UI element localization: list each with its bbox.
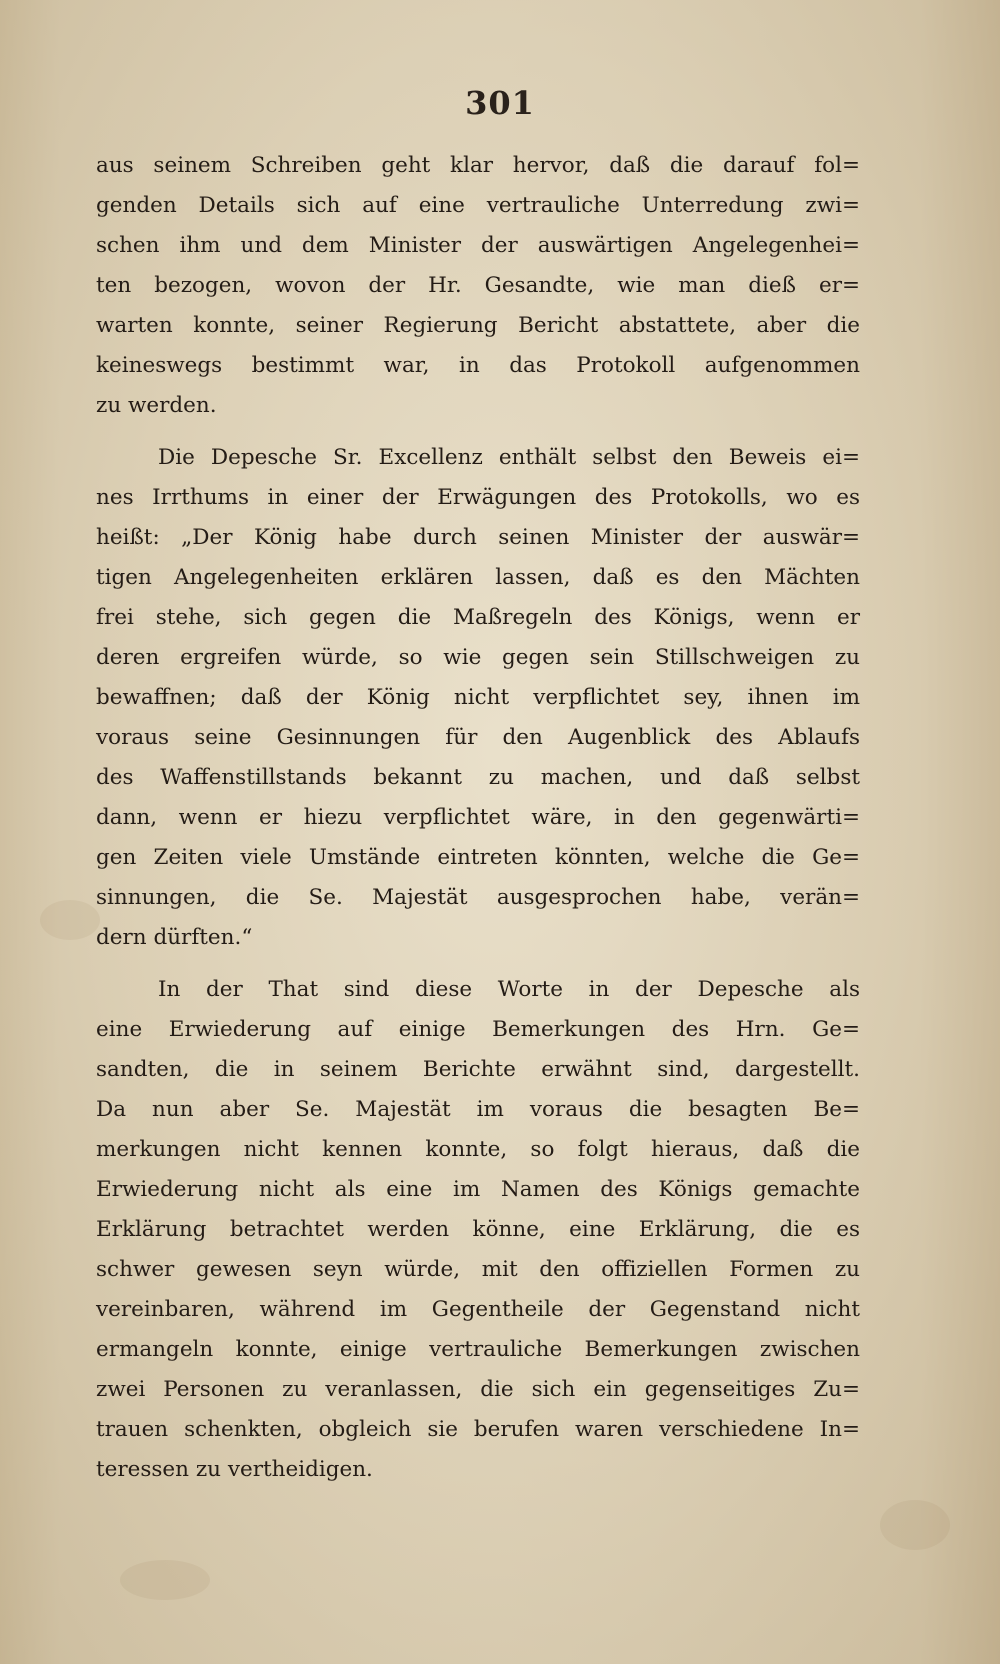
text-line: dern dürften.“ bbox=[96, 925, 253, 950]
text-line: heißt: „Der König habe durch seinen Minister der auswär= bbox=[96, 525, 860, 550]
text-line: frei stehe, sich gegen die Maßregeln des Königs, wenn er bbox=[96, 605, 860, 630]
text-line: Die Depesche Sr. Excellenz enthält selbst den Beweis ei= bbox=[158, 445, 860, 470]
text-line: Erwiederung nicht als eine im Namen des Königs gemachte bbox=[96, 1177, 860, 1202]
text-line: zwei Personen zu veranlassen, die sich ein gegenseitiges Zu= bbox=[96, 1377, 860, 1402]
text-line: dann, wenn er hiezu verpflichtet wäre, in den gegenwärti= bbox=[96, 805, 860, 830]
paper-stain bbox=[40, 900, 100, 940]
text-line: Erklärung betrachtet werden könne, eine Erklärung, die es bbox=[96, 1217, 860, 1242]
text-line: deren ergreifen würde, so wie gegen sein Stillschweigen zu bbox=[96, 645, 860, 670]
text-line: teressen zu vertheidigen. bbox=[96, 1457, 373, 1482]
text-line: sandten, die in seinem Berichte erwähnt sind, dargestellt. bbox=[96, 1057, 860, 1082]
page-number: 301 bbox=[465, 84, 535, 122]
paper-stain bbox=[120, 1560, 210, 1600]
paragraph bbox=[96, 970, 860, 1490]
text-line: ermangeln konnte, einige vertrauliche Bemerkungen zwischen bbox=[96, 1337, 860, 1362]
text-line: des Waffenstillstands bekannt zu machen, und daß selbst bbox=[96, 765, 860, 790]
text-line: vereinbaren, während im Gegentheile der Gegenstand nicht bbox=[96, 1297, 860, 1322]
text-line: warten konnte, seiner Regierung Bericht abstattete, aber die bbox=[96, 313, 860, 338]
text-line: sinnungen, die Se. Majestät ausgesprochen habe, verän= bbox=[96, 885, 860, 910]
text-line: merkungen nicht kennen konnte, so folgt hieraus, daß die bbox=[96, 1137, 860, 1162]
text-line: Da nun aber Se. Majestät im voraus die besagten Be= bbox=[96, 1097, 860, 1122]
text-line: tigen Angelegenheiten erklären lassen, daß es den Mächten bbox=[96, 565, 860, 590]
body-text bbox=[96, 146, 860, 1490]
paper-stain bbox=[880, 1500, 950, 1550]
text-line: genden Details sich auf eine vertrauliche Unterredung zwi= bbox=[96, 193, 860, 218]
text-line: aus seinem Schreiben geht klar hervor, daß die darauf fol= bbox=[96, 153, 860, 178]
text-line: nes Irrthums in einer der Erwägungen des Protokolls, wo es bbox=[96, 485, 860, 510]
text-line: eine Erwiederung auf einige Bemerkungen des Hrn. Ge= bbox=[96, 1017, 860, 1042]
text-line: schen ihm und dem Minister der auswärtigen Angelegenhei= bbox=[96, 233, 860, 258]
text-line: In der That sind diese Worte in der Depesche als bbox=[158, 977, 860, 1002]
text-line: zu werden. bbox=[96, 393, 217, 418]
paragraph bbox=[96, 146, 860, 426]
text-line: bewaffnen; daß der König nicht verpflichtet sey, ihnen im bbox=[96, 685, 860, 710]
text-line: trauen schenkten, obgleich sie berufen waren verschiedene In= bbox=[96, 1417, 860, 1442]
paragraph bbox=[96, 438, 860, 958]
text-line: schwer gewesen seyn würde, mit den offiziellen Formen zu bbox=[96, 1257, 860, 1282]
text-line: ten bezogen, wovon der Hr. Gesandte, wie man dieß er= bbox=[96, 273, 860, 298]
text-line: gen Zeiten viele Umstände eintreten könnten, welche die Ge= bbox=[96, 845, 860, 870]
text-line: voraus seine Gesinnungen für den Augenblick des Ablaufs bbox=[96, 725, 860, 750]
text-line: keineswegs bestimmt war, in das Protokoll aufgenommen bbox=[96, 353, 860, 378]
